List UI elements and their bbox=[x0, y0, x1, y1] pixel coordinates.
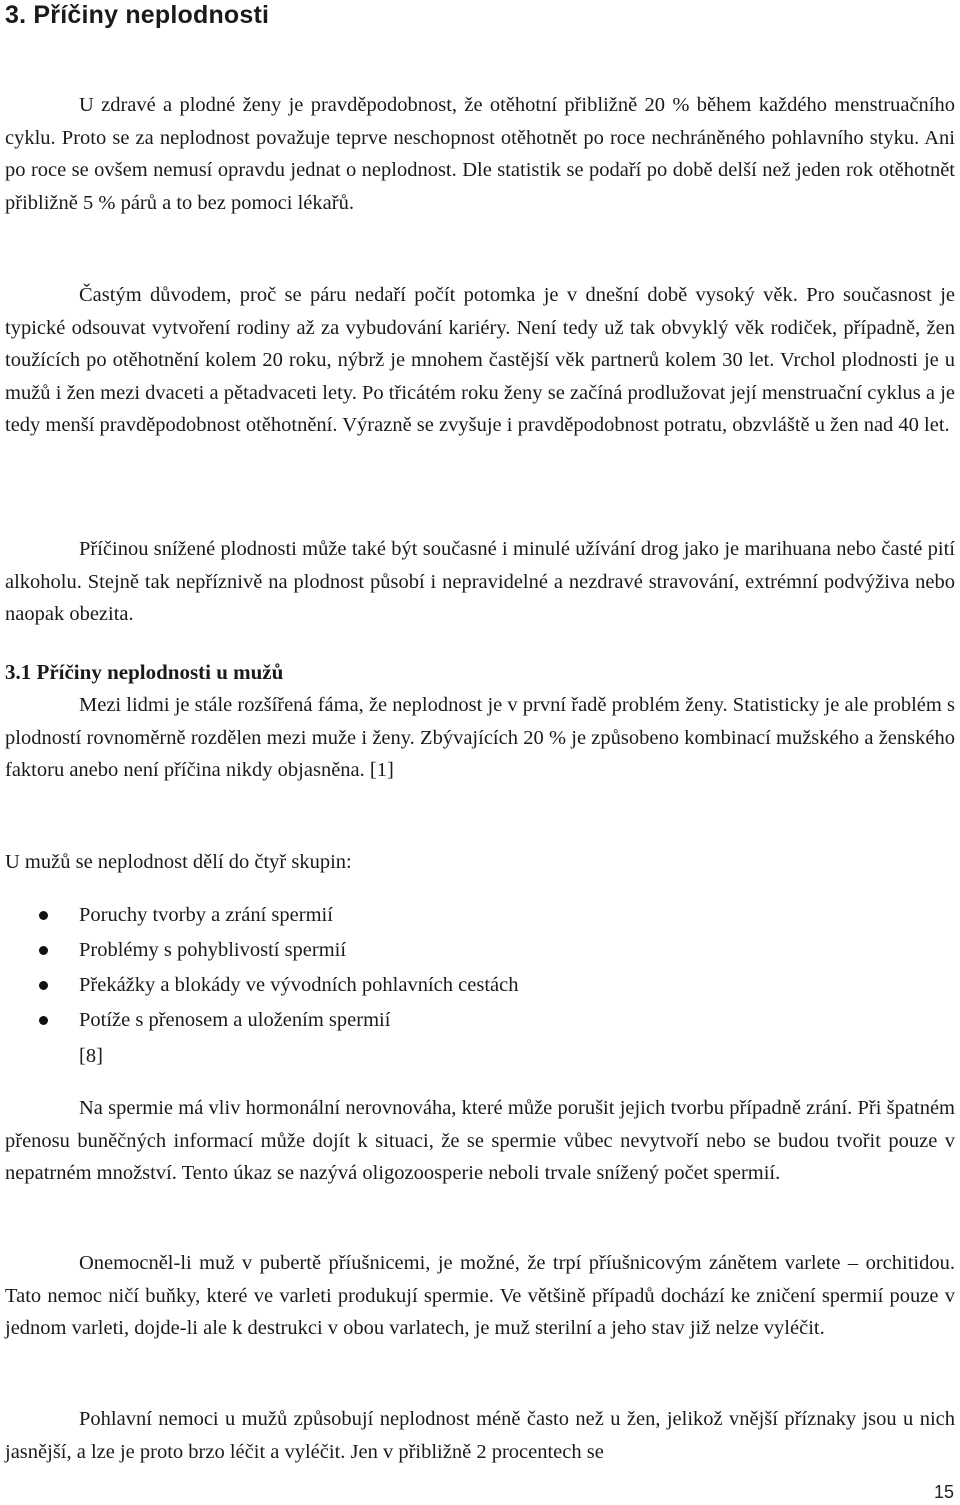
list-item: Potíže s přenosem a uložením spermií bbox=[0, 1003, 960, 1038]
paragraph-sexual-diseases: Pohlavní nemoci u mužů způsobují neplodnost méně často než u žen, jelikož vnější příznaky jsou u nich jasnější, a lze je proto brzo léčit a vyléčit. Jen v přibližně 2 procentech se bbox=[5, 1408, 955, 1463]
paragraph-hormonal-imbalance: Na spermie má vliv hormonální nerovnováha, které může porušit jejich tvorbu případně zrání. Při špatném přenosu buněčných informací může dojít k situaci, že se spermie vůbec nevytvoří nebo se budou tvořit pouze v nepatrném množství. Tento úkaz se nazývá oligozoosperie neboli trvale snížený počet spermií. bbox=[5, 1097, 955, 1185]
bullet-icon bbox=[39, 1016, 48, 1025]
list-item: Problémy s pohyblivostí spermií bbox=[0, 933, 960, 968]
list-item: Poruchy tvorby a zrání spermií bbox=[0, 898, 960, 933]
list-item: Překážky a blokády ve vývodních pohlavních cestách bbox=[0, 968, 960, 1003]
paragraph-fertility-probability: U zdravé a plodné ženy je pravděpodobnost, že otěhotní přibližně 20 % během každého menstruačního cyklu. Proto se za neplodnost považuje teprve neschopnost otěhotnět po roce nechráněného pohlavního styku. Ani po roce se ovšem nemusí opravdu jednat o neplodnost. Dle statistik se podaří po době delší než jeden rok otěhotnět přibližně 5 % párů a to bez pomoci lékařů. bbox=[5, 94, 955, 214]
paragraph-lifestyle-factor: Příčinou snížené plodnosti může také být současné i minulé užívání drog jako je marihuana nebo časté pití alkoholu. Stejně tak nepříznivě na plodnost působí i nepravidelné a nezdravé stravování, extrémní podvýživa nebo naopak obezita. bbox=[5, 538, 955, 626]
bullet-icon bbox=[39, 911, 48, 920]
paragraph-male-female-statistics: Mezi lidmi je stále rozšířená fáma, že neplodnost je v první řadě problém ženy. Statisticky je ale problém s plodností rovnoměrně rozdělen mezi muže i ženy. Zbývajících 20 % je způsobeno kombinací mužského a ženského faktoru anebo není příčina nikdy objasněna. [1] bbox=[5, 694, 955, 782]
paragraph-male-groups-intro: U mužů se neplodnost dělí do čtyř skupin: bbox=[5, 851, 352, 873]
paragraph-mumps-orchitis: Onemocněl-li muž v pubertě příušnicemi, je možné, že trpí příušnicovým zánětem varlete – orchitidou. Tato nemoc ničí buňky, které ve varleti produkují spermie. Ve většině případů dochází ke zničení spermií pouze v jednom varleti, dojde-li ale k destrukci v obou varlatech, je muž sterilní a jeho stav již nelze vyléčit. bbox=[5, 1252, 955, 1340]
page-number: 15 bbox=[933, 1482, 954, 1502]
bullet-icon bbox=[39, 946, 48, 955]
section-heading: 3. Příčiny neplodnosti bbox=[5, 1, 270, 29]
citation-reference: [8] bbox=[79, 1045, 103, 1067]
subsection-heading: 3.1 Příčiny neplodnosti u mužů bbox=[5, 660, 284, 684]
male-infertility-group-list bbox=[0, 898, 960, 1038]
bullet-icon bbox=[39, 981, 48, 990]
paragraph-age-factor: Častým důvodem, proč se páru nedaří počít potomka je v dnešní době vysoký věk. Pro současnost je typické odsouvat vytvoření rodiny až za vybudování kariéry. Není tedy už tak obvyklý věk rodiček, případně, žen toužících po otěhotnění kolem 20 roku, nýbrž je mnohem častější věk partnerů kolem 30 let. Vrchol plodnosti je u mužů i žen mezi dvaceti a pětadvaceti lety. Po třicátém roku ženy se začíná prodlužovat její menstruační cyklus a je tedy menší pravděpodobnost otěhotnění. Výrazně se zvyšuje i pravděpodobnost potratu, obzvláště u žen nad 40 let. bbox=[5, 284, 955, 437]
